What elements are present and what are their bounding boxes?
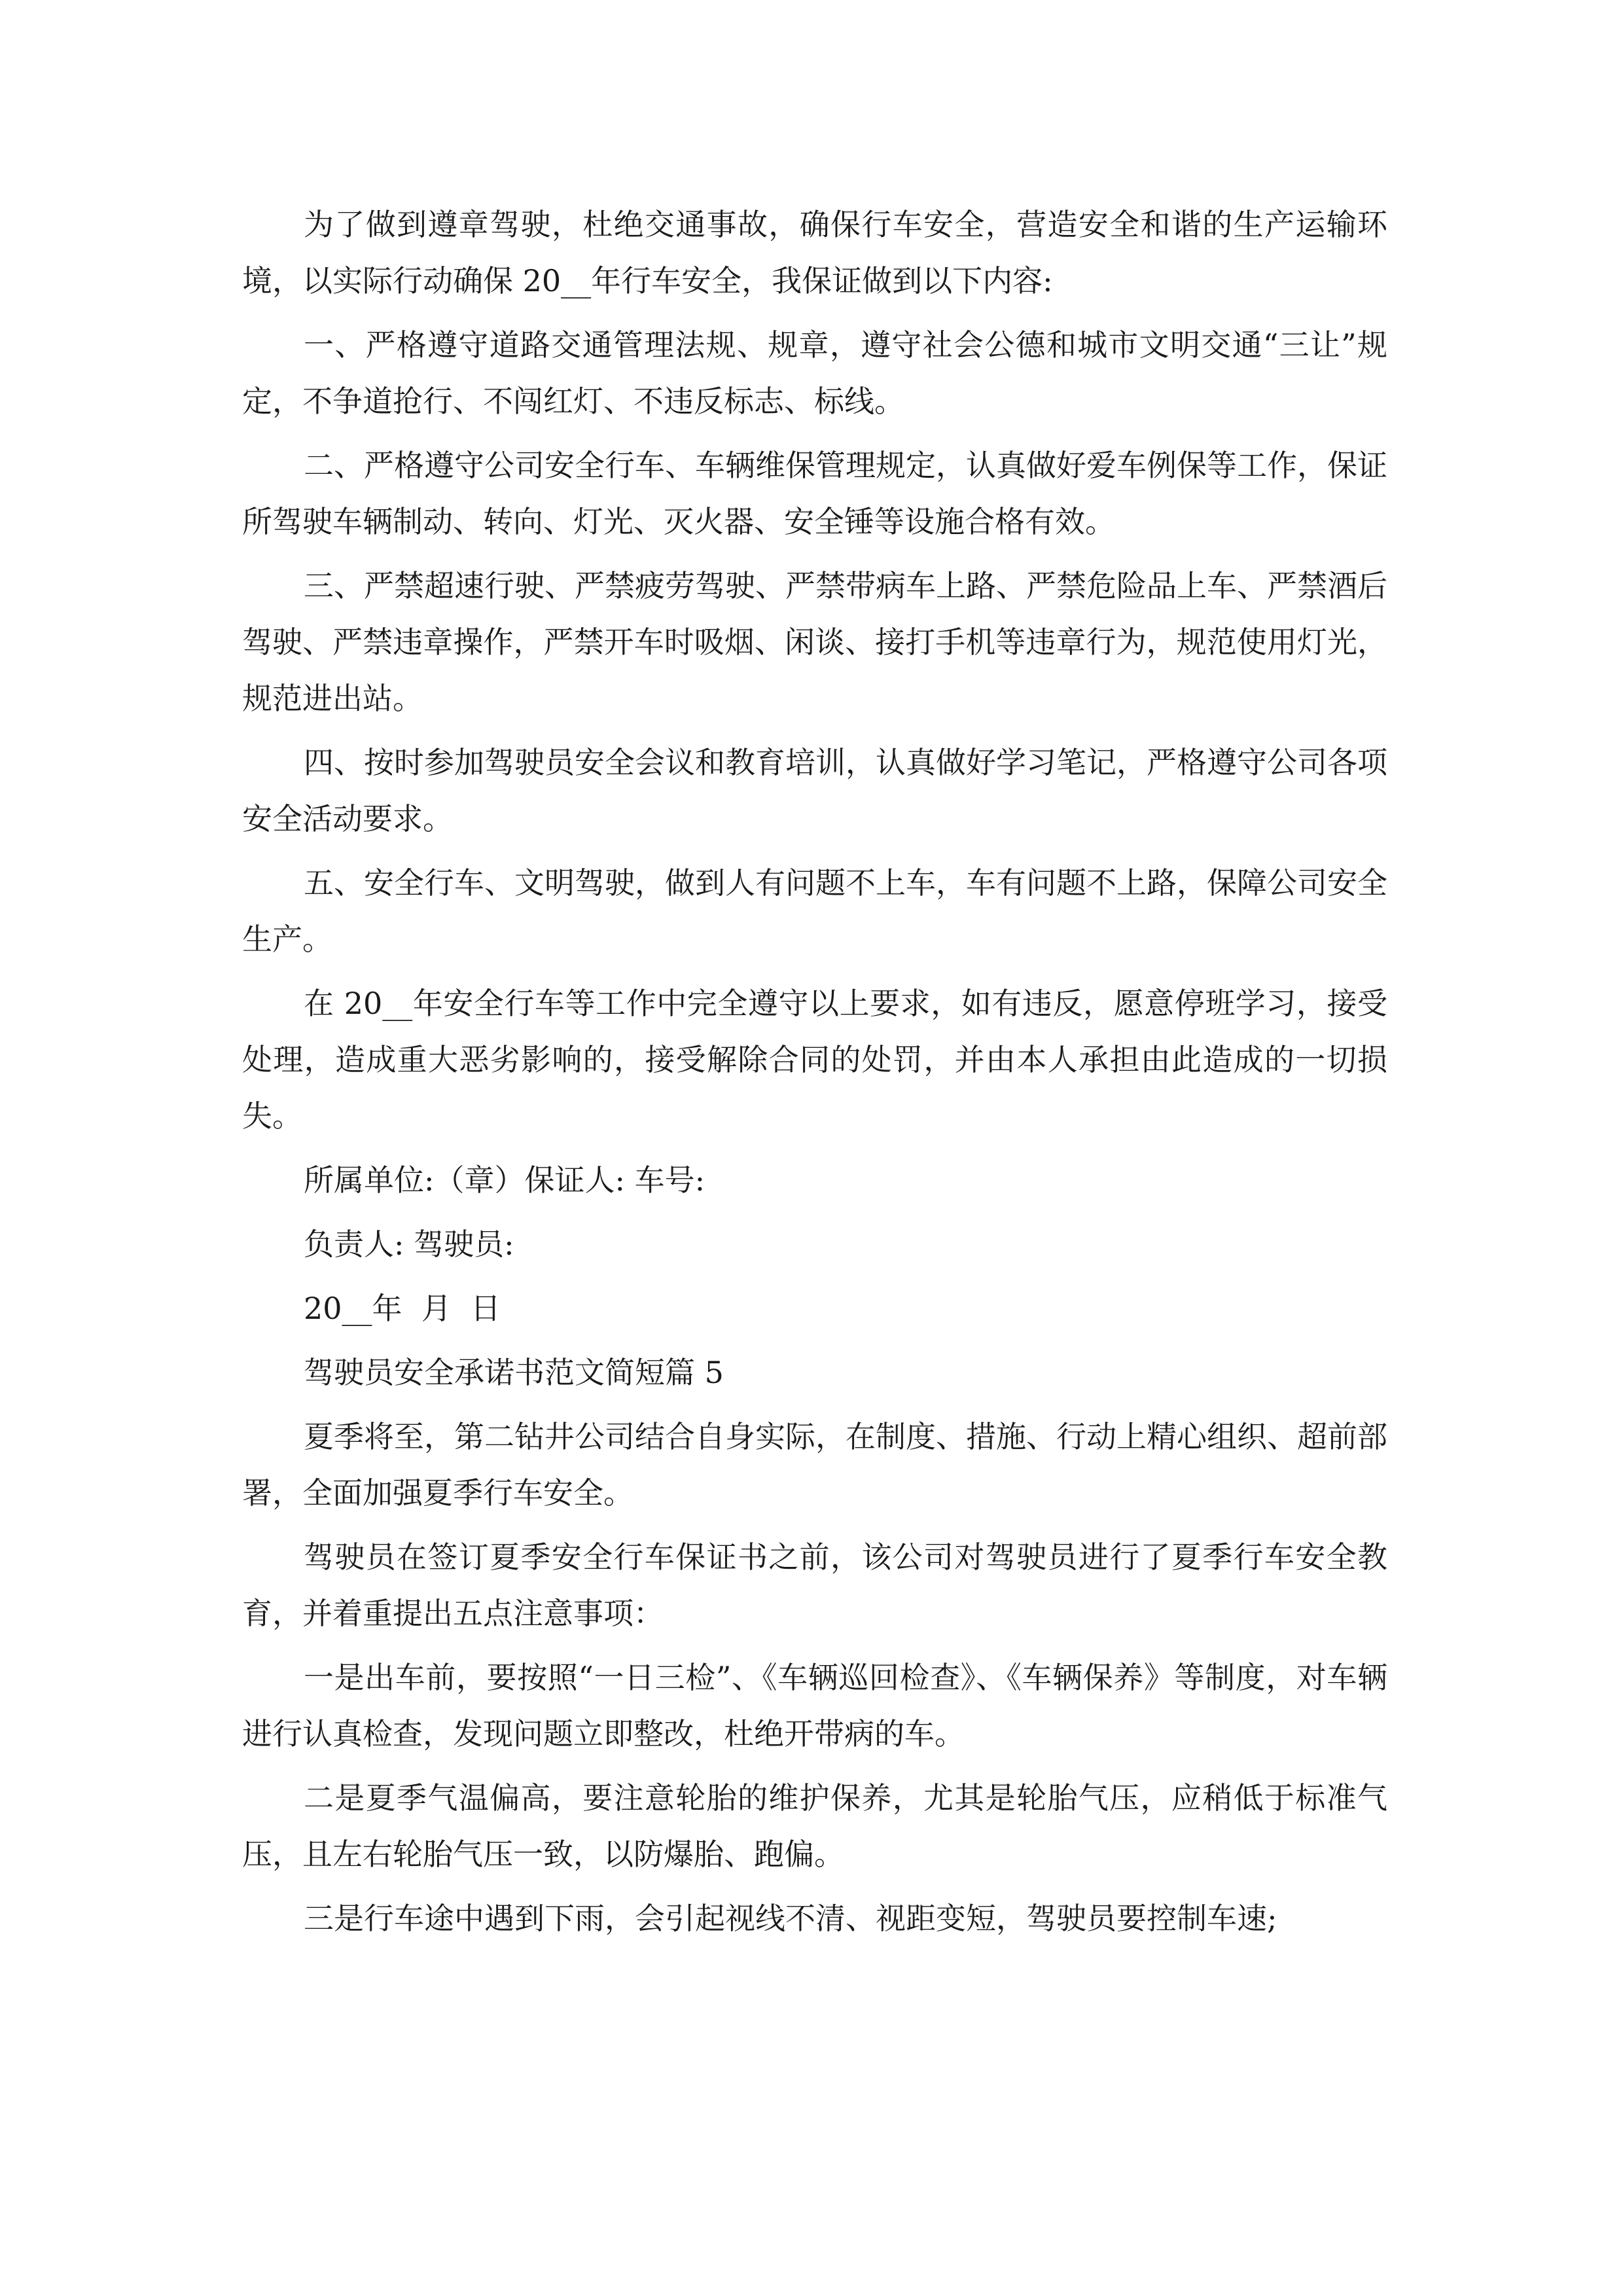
section-title: 驾驶员安全承诺书范文简短篇 5 <box>304 1355 724 1390</box>
paragraph-summer-education: 驾驶员在签订夏季安全行车保证书之前，该公司对驾驶员进行了夏季行车安全教育，并着重提出五点注意事项： <box>242 1539 1387 1631</box>
paragraph-point-2: 二是夏季气温偏高，要注意轮胎的维护保养，尤其是轮胎气压，应稍低于标准气压，且左右轮胎气压一致，以防爆胎、跑偏。 <box>242 1780 1387 1872</box>
paragraph-point-1: 一是出车前，要按照“一日三检”、《车辆巡回检查》、《车辆保养》等制度，对车辆进行认真检查，发现问题立即整改，杜绝开带病的车。 <box>242 1660 1387 1751</box>
paragraph-item-5: 五、安全行车、文明驾驶，做到人有问题不上车，车有问题不上路，保障公司安全生产。 <box>242 865 1387 957</box>
paragraph-item-4: 四、按时参加驾驶员安全会议和教育培训，认真做好学习笔记，严格遵守公司各项安全活动要求。 <box>242 745 1387 836</box>
paragraph-item-3: 三、严禁超速行驶、严禁疲劳驾驶、严禁带病车上路、严禁危险品上车、严禁酒后驾驶、严禁违章操作，严禁开车时吸烟、闲谈、接打手机等违章行为，规范使用灯光，规范进出站。 <box>242 568 1387 716</box>
paragraph-summer-intro: 夏季将至，第二钻井公司结合自身实际，在制度、措施、行动上精心组织、超前部署，全面加强夏季行车安全。 <box>242 1419 1387 1511</box>
paragraph-point-3: 三是行车途中遇到下雨，会引起视线不清、视距变短，驾驶员要控制车速; <box>304 1901 1277 1936</box>
date-line: 20__年 月 日 <box>304 1291 501 1326</box>
paragraph-commitment: 在 20__年安全行车等工作中完全遵守以上要求，如有违反，愿意停班学习，接受处理，造成重大恶劣影响的，接受解除合同的处罚，并由本人承担由此造成的一切损失。 <box>242 986 1387 1134</box>
paragraph-intro: 为了做到遵章驾驶，杜绝交通事故，确保行车安全，营造安全和谐的生产运输环境，以实际行动确保 20__年行车安全，我保证做到以下内容: <box>242 207 1387 298</box>
document-body <box>242 196 1387 1954</box>
paragraph-item-2: 二、严格遵守公司安全行车、车辆维保管理规定，认真做好爱车例保等工作，保证所驾驶车辆制动、转向、灯光、灭火器、安全锤等设施合格有效。 <box>242 448 1387 539</box>
signature-unit-line: 所属单位:（章）保证人: 车号: <box>304 1162 705 1198</box>
paragraph-item-1: 一、严格遵守道路交通管理法规、规章，遵守社会公德和城市文明交通“三让”规定，不争道抢行、不闯红灯、不违反标志、标线。 <box>242 327 1387 419</box>
signature-person-line: 负责人: 驾驶员: <box>304 1227 514 1262</box>
